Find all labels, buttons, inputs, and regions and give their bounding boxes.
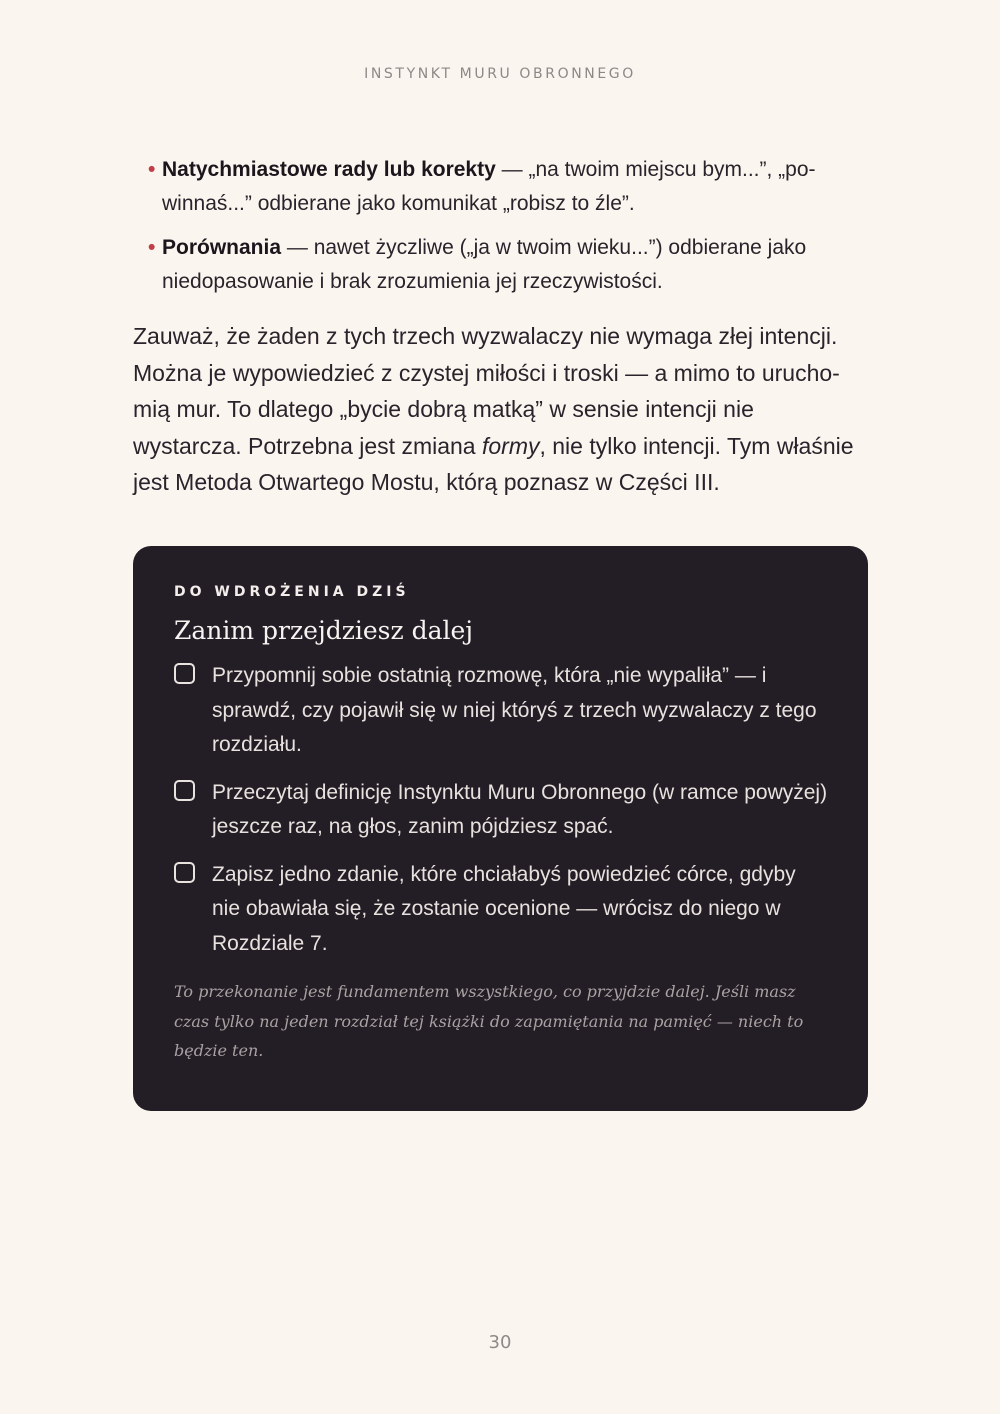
checklist-text: Zapisz jedno zdanie, które chciałabyś powiedzieć córce, gdyby nie obawiała się, że zostanie ocenione — wrócisz do niego w Rozdziale 7.	[212, 862, 796, 955]
panel-note: To przekonanie jest fundamentem wszystkiego, co przyjdzie dalej. Jeśli masz czas tylko na jeden rozdział tej książki do zapamiętania na pamięć — niech to będzie ten.	[174, 982, 804, 1060]
bullet-list	[148, 153, 863, 309]
checkbox[interactable]	[174, 780, 195, 801]
panel-eyebrow: DO WDROŻENIA DZIŚ	[174, 584, 410, 600]
body-emphasis: formy	[481, 432, 540, 459]
checklist-item	[174, 659, 828, 763]
body-text: , nie tylko intencji. Tym właśnie jest Metoda Otwartego Mostu, którą poznasz w Części III.	[133, 432, 854, 495]
body-text: Zauważ, że żaden z tych trzech wyzwalaczy nie wymaga złej intencji. Można je wypowiedzieć z czystej miłości i troski — a mimo to uruchomią mur. To dlatego „bycie dobrą matką” w sensie intencji nie wystarcza. Potrzebna jest zmiana	[133, 323, 840, 459]
page-number: 30	[488, 1332, 512, 1353]
bullet-item	[148, 153, 863, 221]
checkbox[interactable]	[174, 663, 195, 684]
checklist-item	[174, 858, 828, 962]
bullet-text: — „na twoim miejscu bym...”, „powinnaś...” odbierane jako komunikat „robisz to źle”.	[162, 158, 816, 215]
action-panel	[133, 546, 868, 1111]
bullet-term: Porównania	[162, 236, 282, 259]
panel-title: Zanim przejdziesz dalej	[174, 616, 474, 645]
body-paragraph	[133, 318, 868, 501]
bullet-dot: •	[148, 236, 156, 259]
checklist-item	[174, 776, 828, 845]
checkbox[interactable]	[174, 862, 195, 883]
bullet-term: Natychmiastowe rady lub korekty	[162, 158, 496, 181]
checklist-text: Przypomnij sobie ostatnią rozmowę, która „nie wypaliła” — i sprawdź, czy pojawił się w niej któryś z trzech wyzwalaczy z tego rozdziału.	[212, 664, 817, 756]
checklist-text: Przeczytaj definicję Instynktu Muru Obronnego (w ramce powyżej) jeszcze raz, na głos, zanim pójdziesz spać.	[212, 780, 828, 838]
running-header: INSTYNKT MURU OBRONNEGO	[364, 66, 636, 82]
bullet-text: — nawet życzliwe („ja w twoim wieku...”) odbierane jako niedopasowanie i brak zrozumienia jej rzeczywistości.	[162, 236, 807, 293]
bullet-item	[148, 231, 863, 299]
bullet-dot: •	[148, 158, 156, 181]
